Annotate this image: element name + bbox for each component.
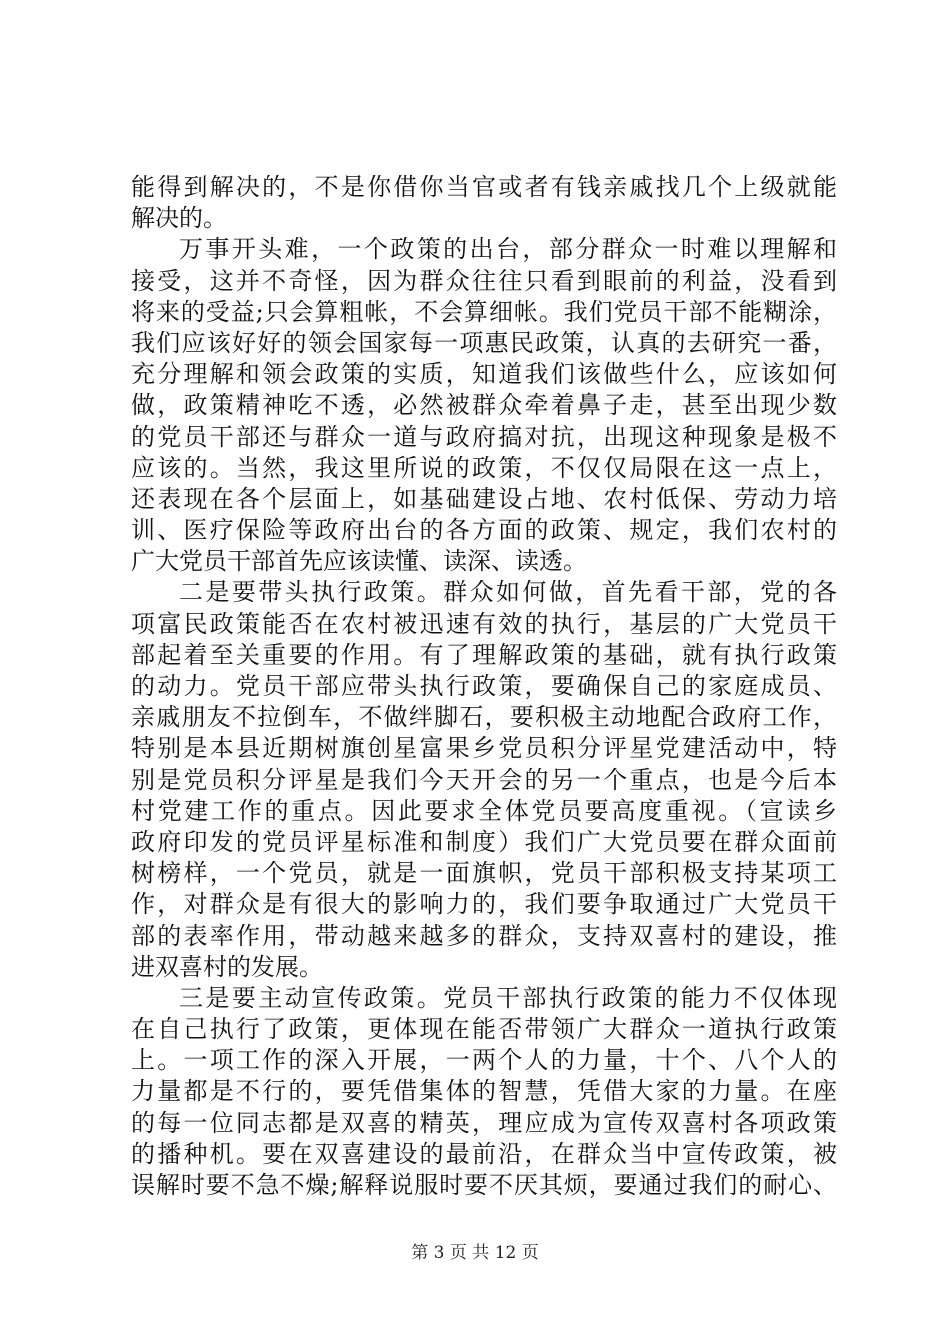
text-line: 部起着至关重要的作用。有了理解政策的基础，就有执行政策	[131, 640, 837, 669]
text-line: 在自己执行了政策，更体现在能否带领广大群众一道执行政策	[131, 1015, 837, 1044]
text-line: 应该的。当然，我这里所说的政策，不仅仅局限在这一点上，	[131, 453, 837, 482]
text-line: 政府印发的党员评星标准和制度）我们广大党员要在群众面前	[131, 827, 837, 856]
text-line: 力量都是不行的，要凭借集体的智慧，凭借大家的力量。在座	[131, 1077, 837, 1106]
paragraph	[131, 172, 837, 234]
text-line: 进双喜村的发展。	[131, 952, 323, 981]
text-line: 部的表率作用，带动越来越多的群众，支持双喜村的建设，推	[131, 921, 837, 950]
text-line: 接受，这并不奇怪，因为群众往往只看到眼前的利益，没看到	[131, 266, 837, 295]
text-line: 的播种机。要在双喜建设的最前沿，在群众当中宣传政策，被	[131, 1139, 837, 1168]
text-line: 能得到解决的，不是你借你当官或者有钱亲戚找几个上级就能	[131, 173, 837, 201]
text-line: 还表现在各个层面上，如基础建设占地、农村低保、劳动力培	[131, 484, 837, 513]
text-line: 项富民政策能否在农村被迅速有效的执行，基层的广大党员干	[131, 609, 837, 638]
text-line: 亲戚朋友不拉倒车，不做绊脚石，要积极主动地配合政府工作，	[131, 703, 837, 732]
text-line: 误解时要不急不燥;解释说服时要不厌其烦，要通过我们的耐心、	[131, 1171, 837, 1199]
text-line: 我们应该好好的领会国家每一项惠民政策，认真的去研究一番，	[131, 328, 837, 357]
text-line: 的动力。党员干部应带头执行政策，要确保自己的家庭成员、	[131, 672, 837, 700]
text-line: 作，对群众是有很大的影响力的，我们要争取通过广大党员干	[131, 890, 837, 919]
text-line: 别是党员积分评星是我们今天开会的另一个重点，也是今后本	[131, 765, 837, 794]
text-line: 做，政策精神吃不透，必然被群众牵着鼻子走，甚至出现少数	[131, 391, 837, 420]
text-line: 将来的受益;只会算粗帐，不会算细帐。我们党员干部不能糊涂，	[131, 297, 837, 326]
text-line: 训、医疗保险等政府出台的各方面的政策、规定，我们农村的	[131, 516, 837, 545]
text-line: 的每一位同志都是双喜的精英，理应成为宣传双喜村各项政策	[131, 1108, 837, 1137]
text-line: 广大党员干部首先应该读懂、读深、读透。	[131, 547, 587, 576]
text-line: 万事开头难，一个政策的出台，部分群众一时难以理解和	[179, 235, 837, 264]
text-line: 上。一项工作的深入开展，一两个人的力量，十个、八个人的	[131, 1046, 837, 1075]
text-line: 三是要主动宣传政策。党员干部执行政策的能力不仅体现	[179, 983, 837, 1012]
text-line: 树榜样，一个党员，就是一面旗帜，党员干部积极支持某项工	[131, 859, 837, 888]
text-line: 解决的。	[131, 204, 227, 233]
paragraph	[131, 234, 837, 577]
text-line: 充分理解和领会政策的实质，知道我们该做些什么，应该如何	[131, 360, 837, 389]
page-footer: 第 3 页 共 12 页	[411, 1243, 539, 1263]
paragraph	[131, 983, 837, 1201]
text-line: 的党员干部还与群众一道与政府搞对抗，出现这种现象是极不	[131, 422, 837, 451]
text-line: 二是要带头执行政策。群众如何做，首先看干部，党的各	[179, 578, 837, 607]
body-text	[131, 172, 837, 1201]
paragraph	[131, 577, 837, 982]
text-line: 村党建工作的重点。因此要求全体党员要高度重视。（宣读乡	[131, 796, 837, 825]
text-line: 特别是本县近期树旗创星富果乡党员积分评星党建活动中，特	[131, 734, 837, 763]
